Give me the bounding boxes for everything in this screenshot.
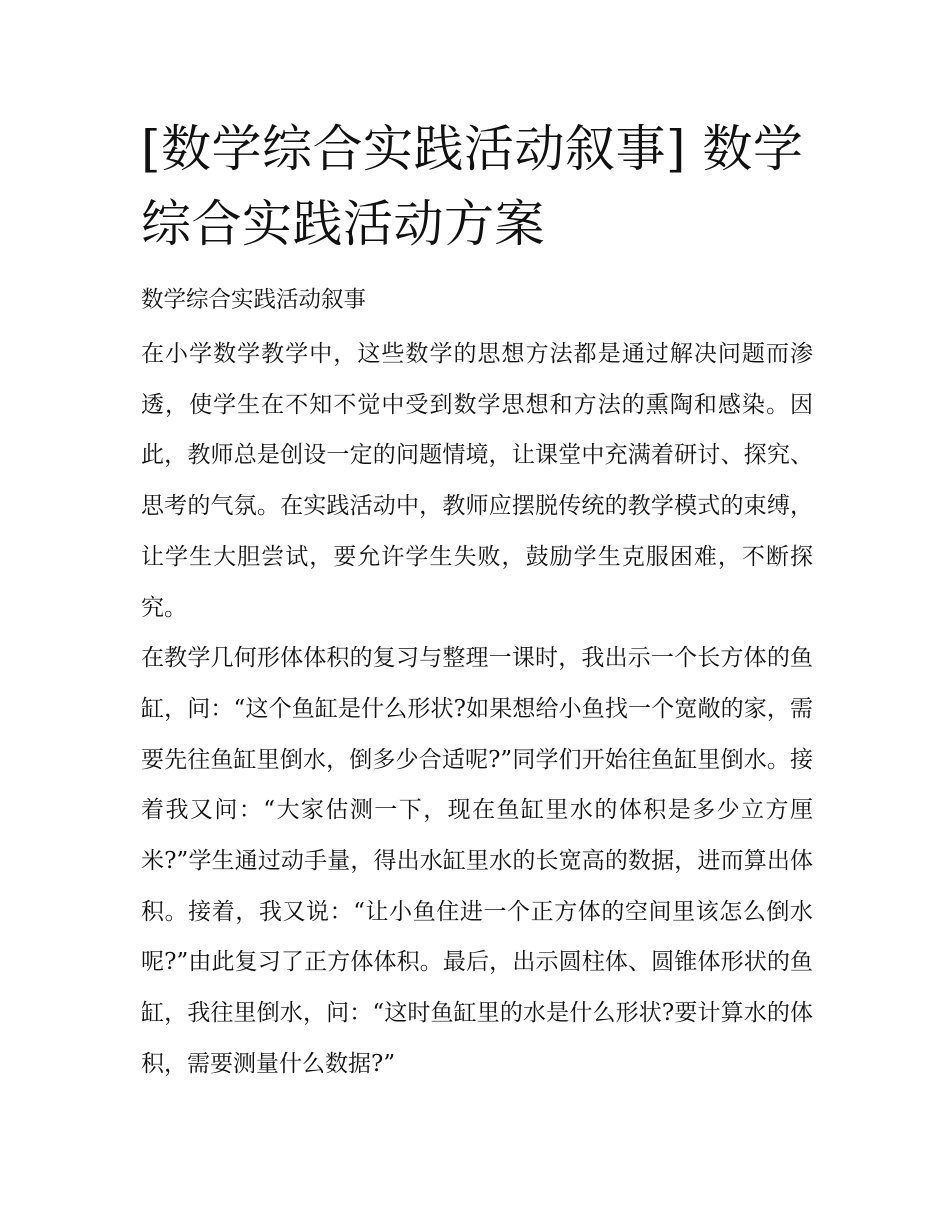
body-paragraph: 在教学几何形体体积的复习与整理一课时，我出示一个长方体的鱼缸，问：“这个鱼缸是什么形状?如果想给小鱼找一个宽敞的家，需要先往鱼缸里倒水，倒多少合适呢?”同学们开始往鱼缸里倒水。接着我又问：“大家估测一下，现在鱼缸里水的体积是多少立方厘米?”学生通过动手量，得出水缸里水的长宽高的数据，进而算出体积。接着，我又说：“让小鱼住进一个正方体的空间里该怎么倒水呢?”由此复习了正方体体积。最后，出示圆柱体、圆锥体形状的鱼缸，我往里倒水，问：“这时鱼缸里的水是什么形状?要计算水的体积，需要测量什么数据?” bbox=[141, 645, 813, 1077]
body-paragraph: 在小学数学教学中，这些数学的思想方法都是通过解决问题而渗透，使学生在不知不觉中受到数学思想和方法的熏陶和感染。因此，教师总是创设一定的问题情境，让课堂中充满着研讨、探究、思考的气氛。在实践活动中，教师应摆脱传统的教学模式的束缚，让学生大胆尝试，要允许学生失败，鼓励学生克服困难，不断探究。 bbox=[141, 341, 813, 621]
document-body bbox=[141, 329, 813, 1090]
document-subtitle: 数学综合实践活动叙事 bbox=[141, 287, 367, 313]
document-title: [数学综合实践活动叙事] 数学综合实践活动方案 bbox=[141, 120, 804, 253]
